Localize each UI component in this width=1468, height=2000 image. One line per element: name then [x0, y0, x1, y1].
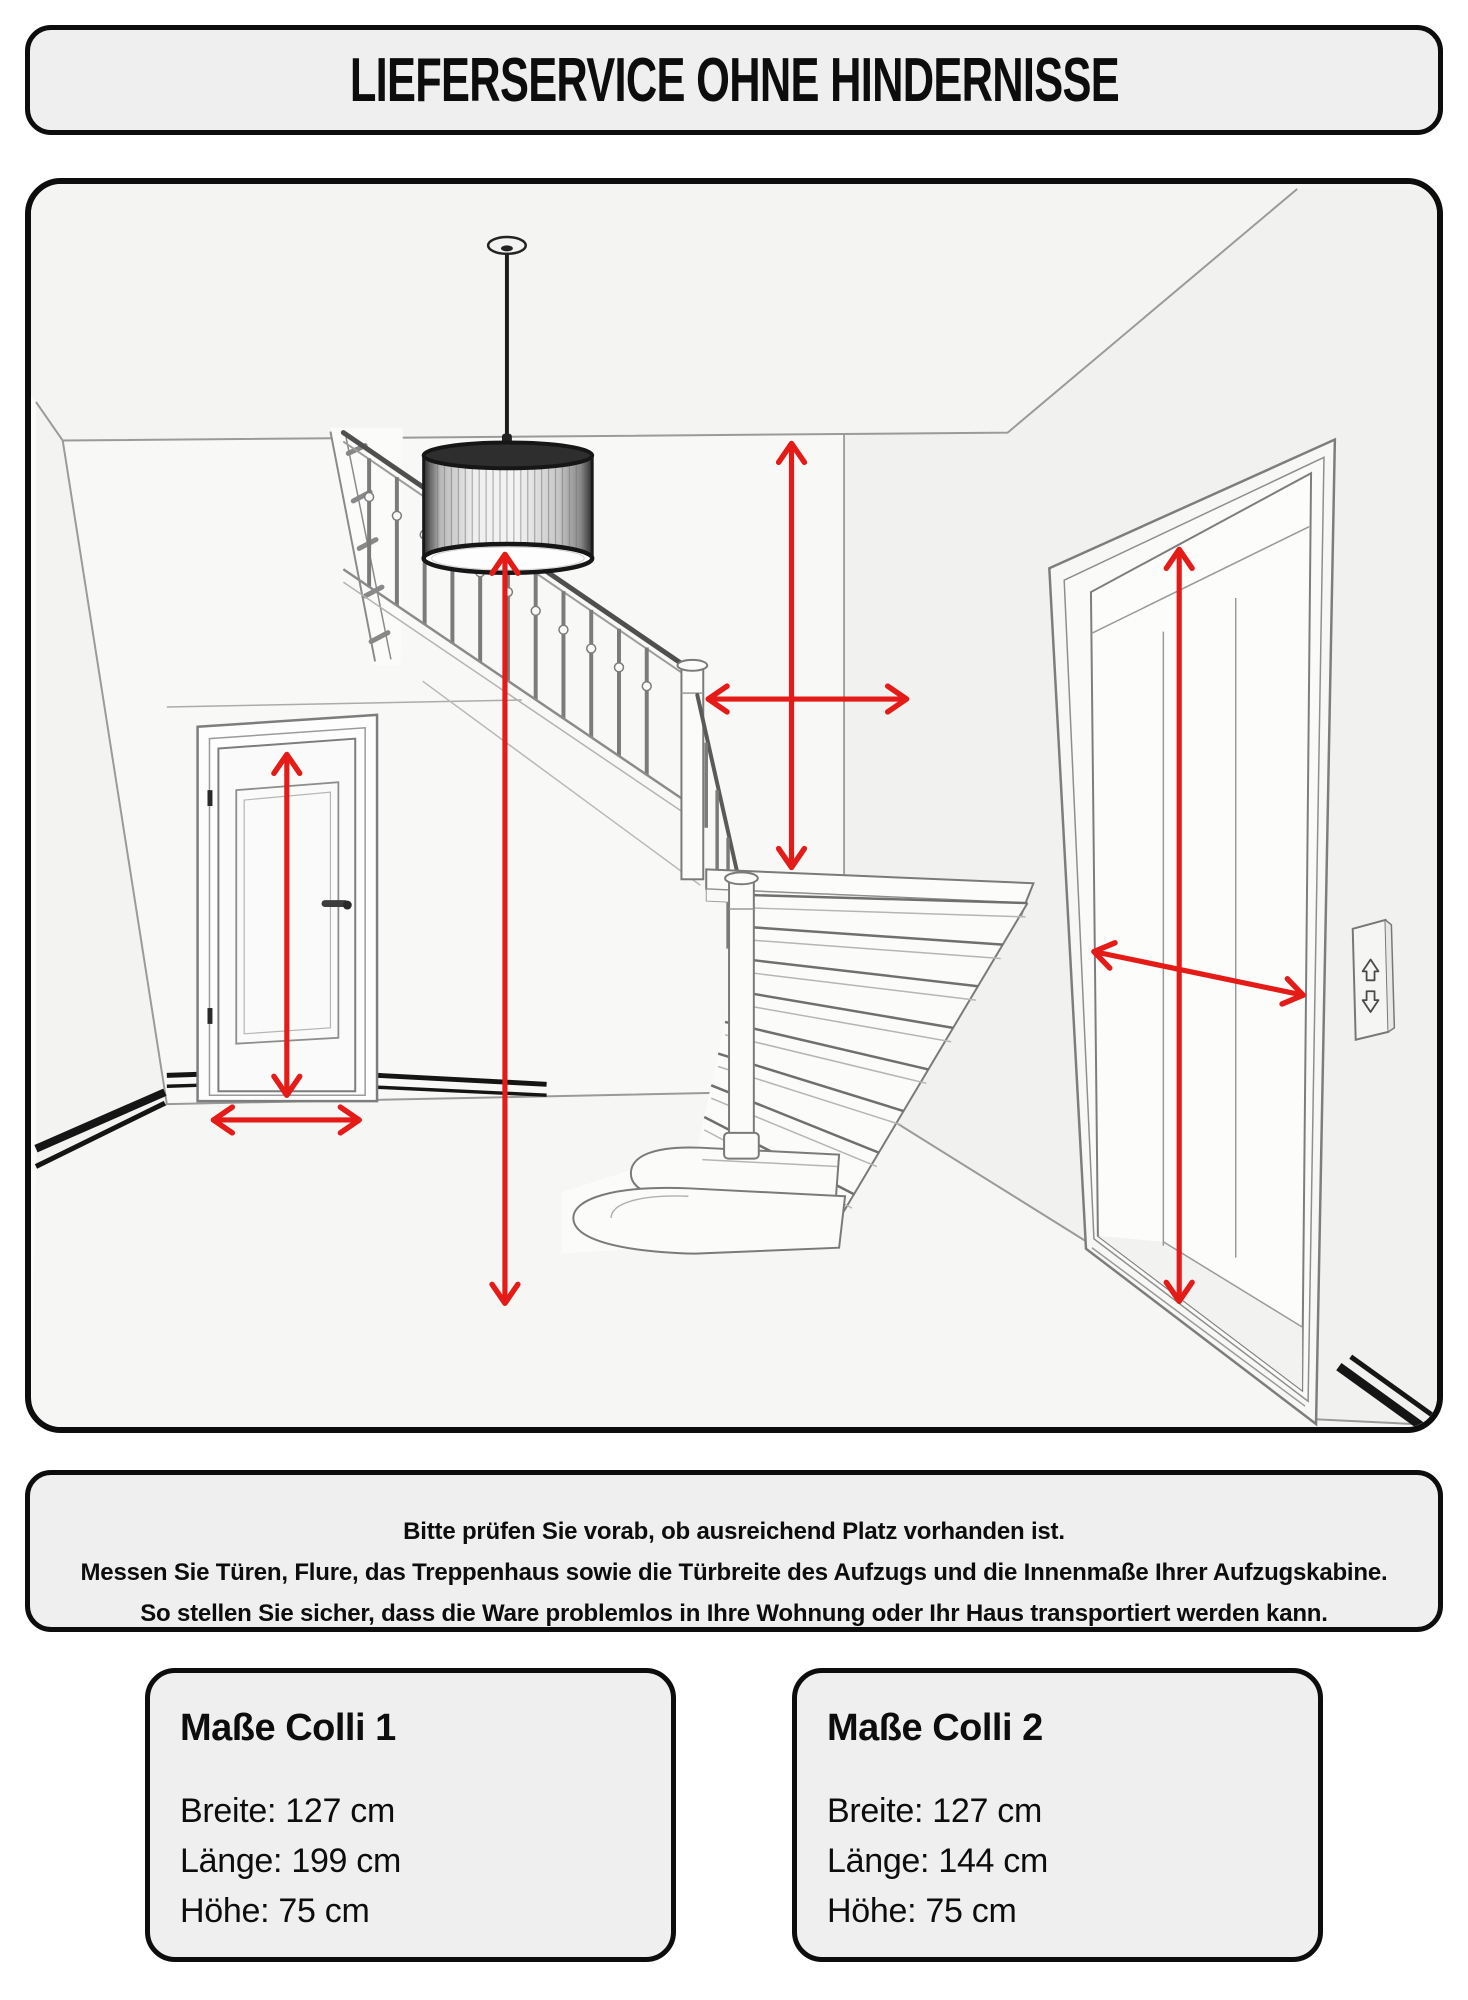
hallway-illustration-panel [25, 178, 1443, 1433]
info-line-1: Bitte prüfen Sie vorab, ob ausreichend Platz vorhanden ist. [403, 1518, 1065, 1545]
info-line-2: Messen Sie Türen, Flure, das Treppenhaus sowie die Türbreite des Aufzugs und die Innenmaße Ihrer Aufzugskabine. [80, 1559, 1388, 1586]
colli-1-box [145, 1668, 676, 1962]
colli-1-laenge: Länge: 199 cm [180, 1842, 402, 1880]
colli-1-breite: Breite: 127 cm [180, 1792, 396, 1830]
info-line-3: So stellen Sie sicher, dass die Ware problemlos in Ihre Wohnung oder Ihr Haus transportiert werden kann. [140, 1600, 1328, 1627]
colli-2-laenge: Länge: 144 cm [827, 1842, 1049, 1880]
info-box [25, 1470, 1443, 1632]
elevator-call-panel [1353, 920, 1395, 1040]
page-title: LIEFERSERVICE OHNE HINDERNISSE [349, 45, 1119, 115]
door-hinge [207, 1008, 212, 1024]
colli-1-title: Maße Colli 1 [180, 1707, 396, 1749]
colli-2-box [792, 1668, 1323, 1962]
door-hinge [207, 790, 212, 806]
colli-2-title: Maße Colli 2 [827, 1707, 1043, 1749]
colli-2-breite: Breite: 127 cm [827, 1792, 1043, 1830]
hallway-illustration [31, 184, 1437, 1427]
colli-1-hoehe: Höhe: 75 cm [180, 1892, 370, 1930]
colli-2-hoehe: Höhe: 75 cm [827, 1892, 1017, 1930]
title-box [25, 25, 1443, 135]
